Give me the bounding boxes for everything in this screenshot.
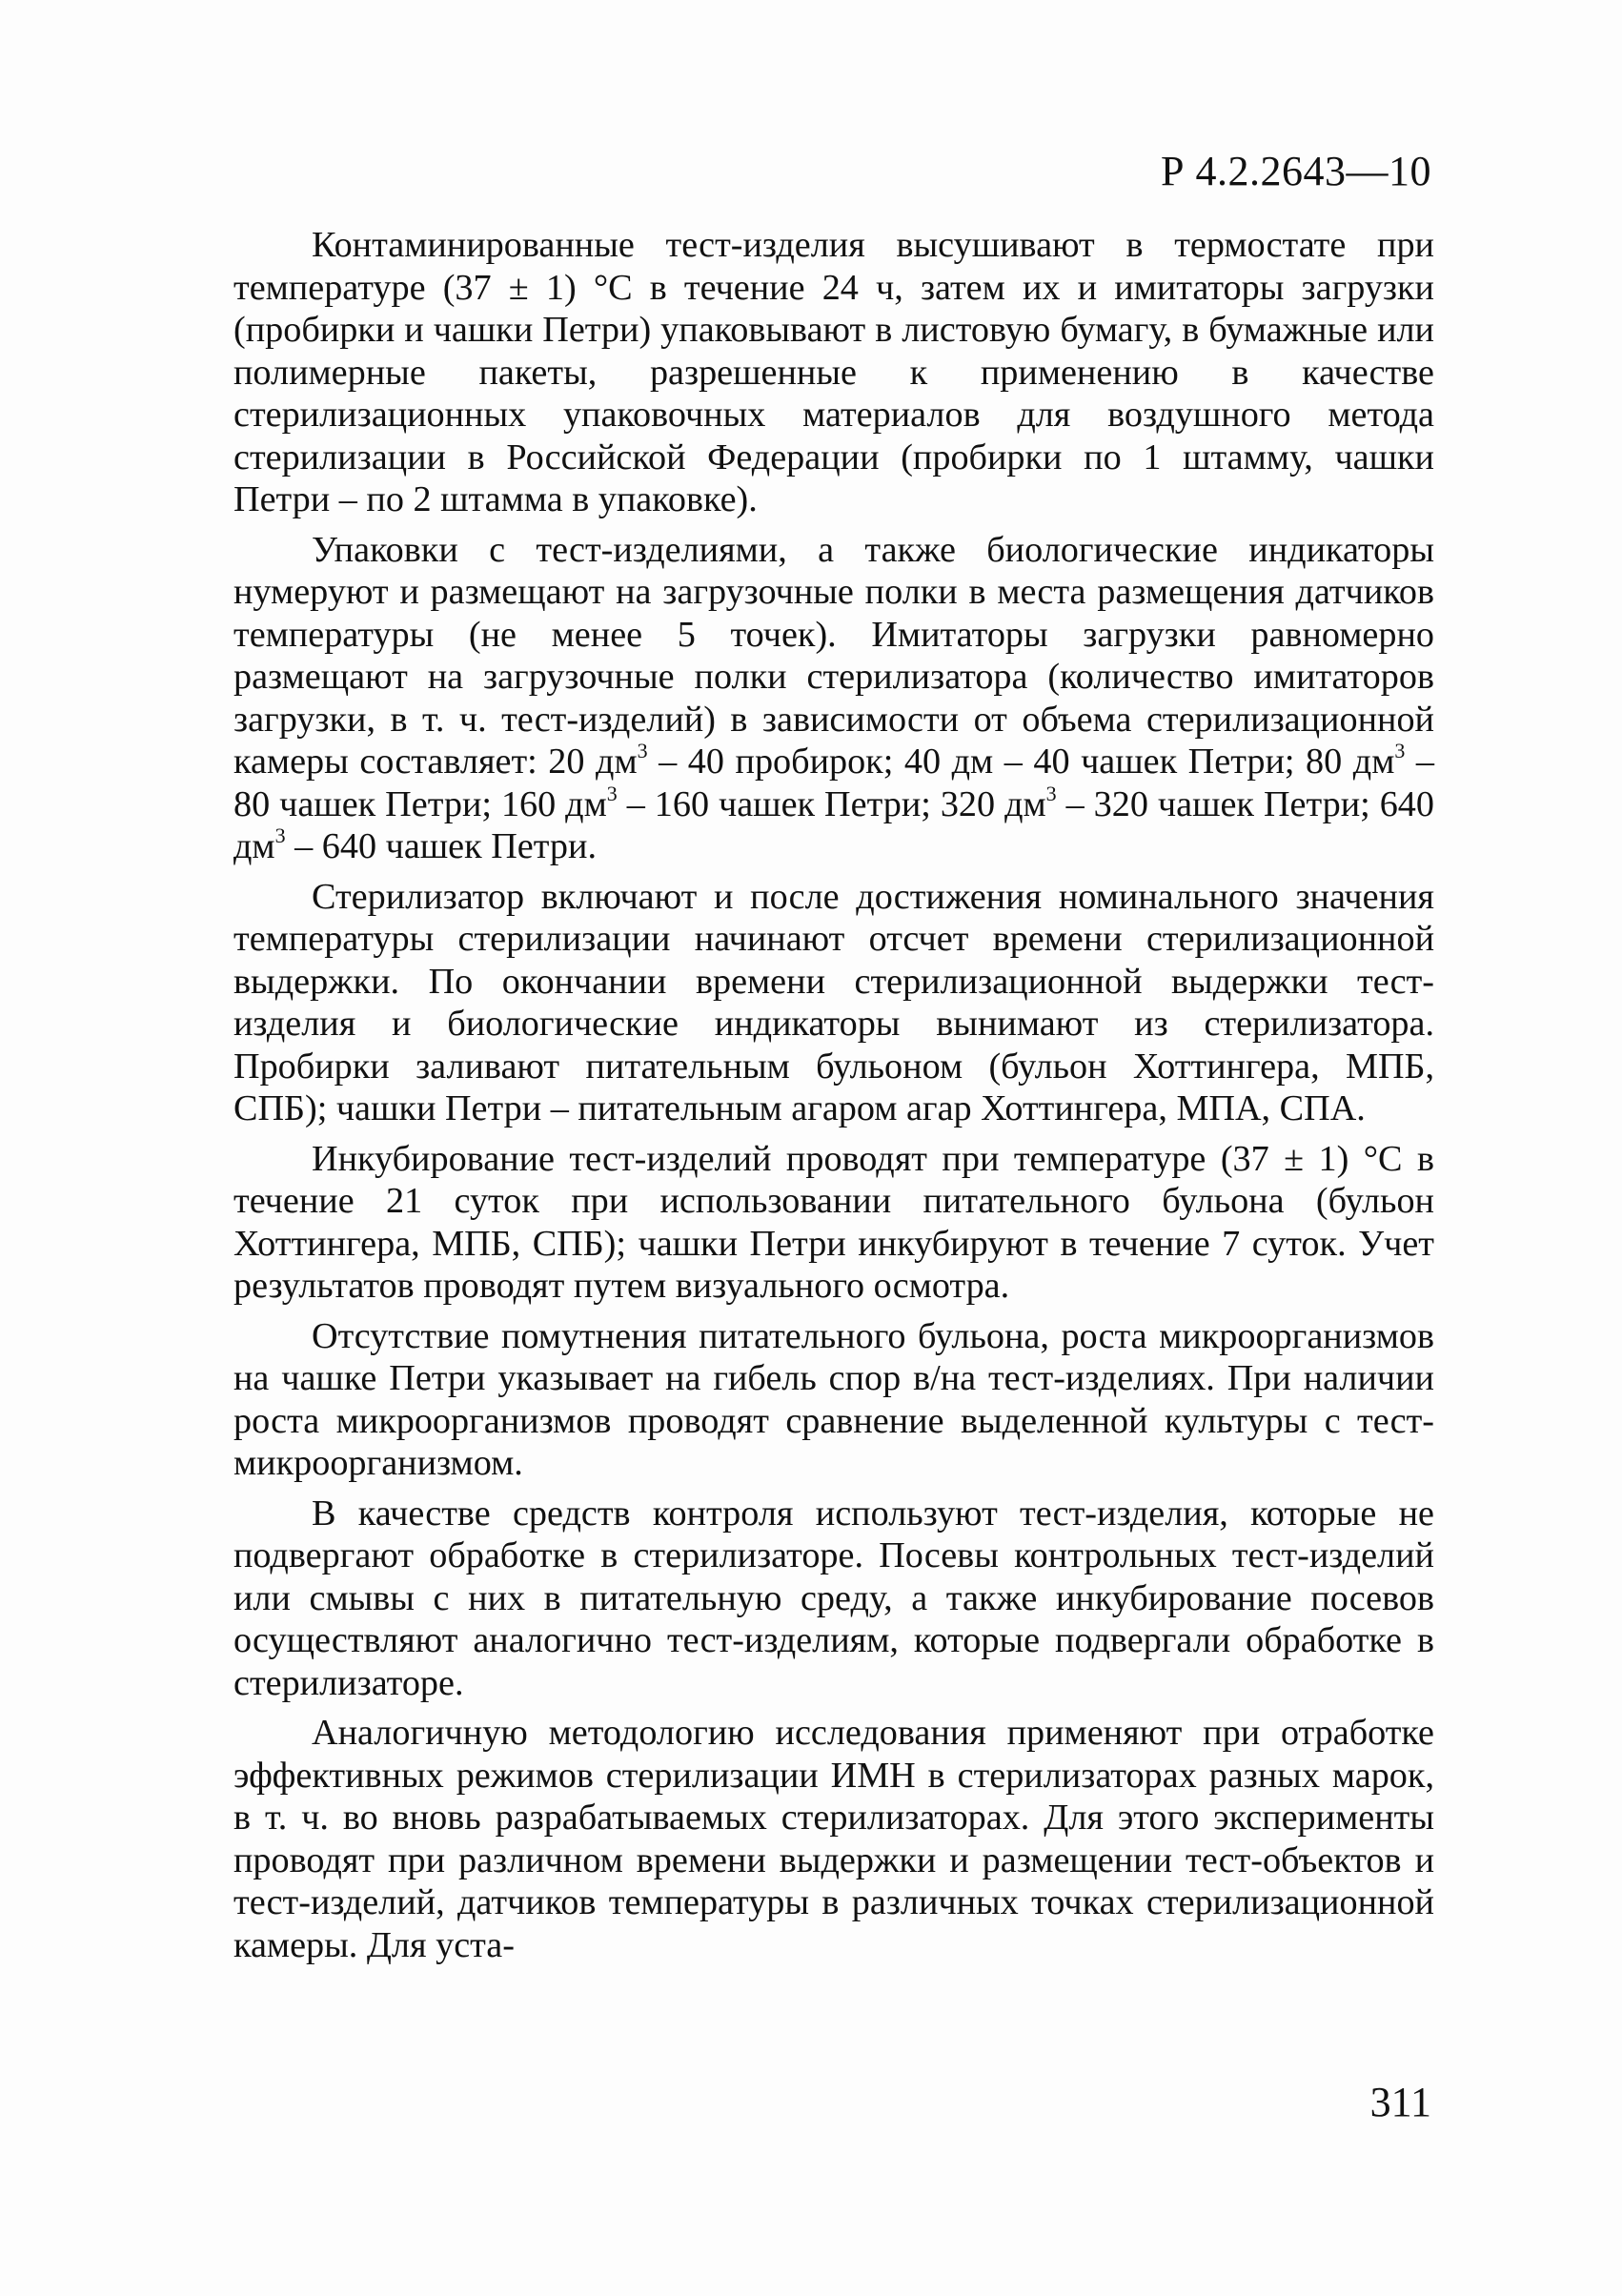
body-text [233,224,1434,1974]
superscript-3: 3 [1045,781,1057,805]
superscript-3: 3 [637,739,648,762]
paragraph-2-part-4: – 80 чашек Петри; 160 дм [233,742,1434,824]
paragraph-1: Контаминированные тест-изделия высушивают в термостате при температуре (37 ± 1) °С в течение 24 ч, затем их и имитаторы загрузки (пробирки и чашки Петри) упаковывают в листовую бумагу, в бумажные или полимерные пакеты, разрешенные к применению в качестве стерилизационных упаковочных материалов для воздушного метода стерилизации в Российской Федерации (пробирки по 1 штамму, чашки Петри – по 2 штамма в упаковке). [233,225,1434,519]
superscript-3: 3 [274,823,286,847]
paragraph-6: В качестве средств контроля используют тест-изделия, которые не подвергают обработке в стерилизаторе. Посевы контрольных тест-изделий или смывы с них в питательную среду, а также инкубирование посевов осуществляют аналогично тест-изделиям, которые подвергали обработке в стерилизаторе. [233,1493,1434,1703]
paragraph-2-part-5: – 160 чашек Петри; 320 дм [617,783,1046,824]
paragraph-2-part-3: – 40 чашек Петри; 80 дм [993,742,1395,782]
paragraph-2-part-6: – 320 чашек Петри; 640 дм [233,783,1434,866]
paragraph-2-part-2: – 40 пробирок; 40 дм [647,742,994,782]
paragraph-5: Отсутствие помутнения питательного бульона, роста микроорганизмов на чашке Петри указывает на гибель спор в/на тест-изделиях. При наличии роста микроорганизмов проводят сравнение выделенной культуры с тест-микроорганизмом. [233,1315,1434,1483]
paragraph-2-part-7: – 640 чашек Петри. [285,826,597,866]
paragraph-7: Аналогичную методологию исследования применяют при отработке эффективных режимов стерилизации ИМН в стерилизаторах разных марок, в т. ч. во вновь разрабатываемых стерилизаторах. Для этого эксперименты проводят при различном времени выдержки и размещении тест-объектов и тест-изделий, датчиков температуры в различных точках стерилизационной камеры. Для уста- [233,1713,1434,1965]
paragraph-3: Стерилизатор включают и после достижения номинального значения температуры стерилизации начинают отсчет времени стерилизационной выдержки. По окончании времени стерилизационной выдержки тест-изделия и биологические индикаторы вынимают из стерилизатора. Пробирки заливают питательным бульоном (бульон Хоттингера, МПБ, СПБ); чашки Петри – питательным агаром агар Хоттингера, МПА, СПА. [233,876,1434,1128]
page-number: 311 [1369,2079,1431,2125]
paragraph-2 [233,529,1434,868]
paragraph-4: Инкубирование тест-изделий проводят при температуре (37 ± 1) °С в течение 21 суток при использовании питательного бульона (бульон Хоттингера, МПБ, СПБ); чашки Петри инкубируют в течение 7 суток. Учет результатов проводят путем визуального осмотра. [233,1138,1434,1306]
paragraph-2-part-1: Упаковки с тест-изделиями, а также биологические индикаторы нумеруют и размещают на загрузочные полки в места размещения датчиков температуры (не менее 5 точек). Имитаторы загрузки равномерно размещают на загрузочные полки стерилизатора (количество имитаторов загрузки, в т. ч. тест-изделий) в зависимости от объема стерилизационной камеры составляет: 20 дм [233,529,1434,782]
document-code-header: Р 4.2.2643—10 [1161,148,1431,194]
superscript-3: 3 [1394,739,1406,762]
superscript-3: 3 [606,781,618,805]
